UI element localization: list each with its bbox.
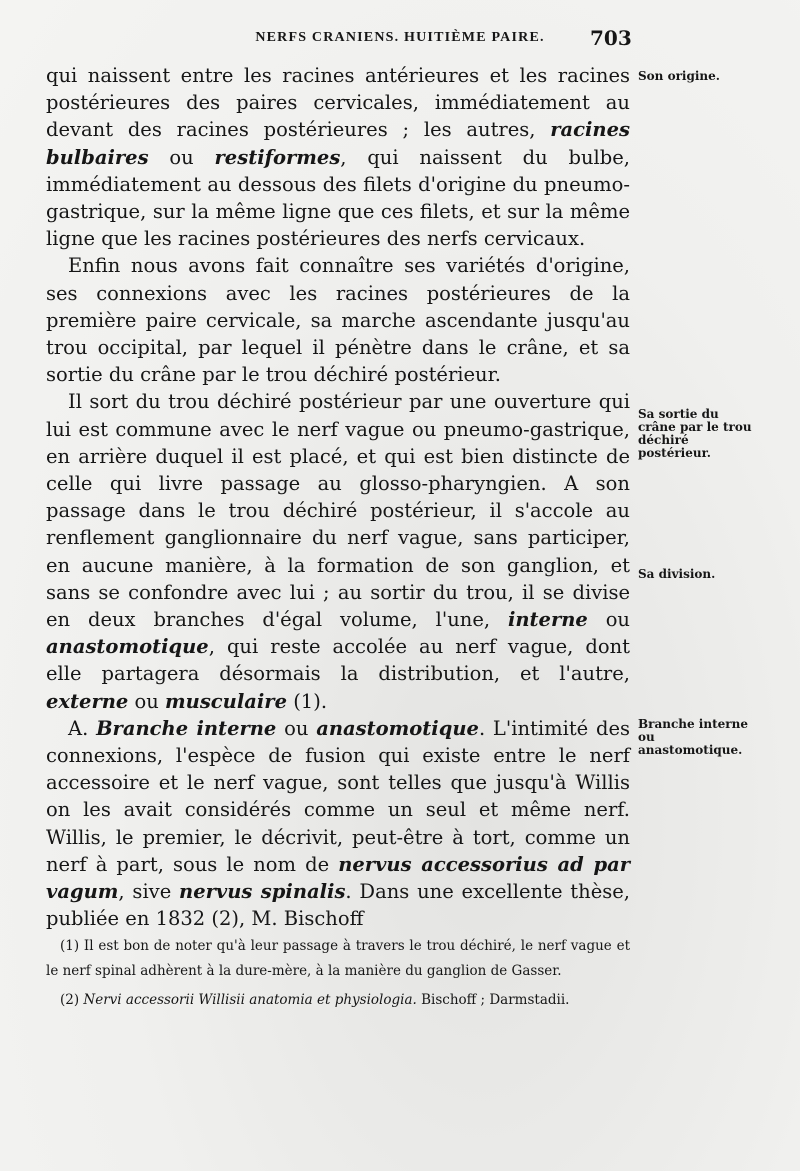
text-run: ou bbox=[128, 689, 166, 713]
italic-term: Branche interne bbox=[96, 716, 277, 740]
italic-term: externe bbox=[46, 689, 129, 713]
text-run: , qui naissent du bulbe, immédiatement au dessous des filets d'origine du pneumo-gastrique, sur la même ligne que ces filets, et sur la même ligne que les racines postérieures des nerfs cervicaux. bbox=[46, 145, 630, 251]
margin-note-origin: Son origine. bbox=[638, 69, 720, 83]
margin-note-internal-branch: Branche interne ou anastomotique. bbox=[638, 717, 748, 757]
margin-note-division: Sa division. bbox=[638, 567, 716, 581]
italic-term: anastomotique bbox=[46, 635, 209, 659]
text-run: , sive bbox=[118, 880, 180, 904]
text-run: Bischoff ; Darmstadii. bbox=[416, 992, 570, 1008]
margin-note-exit: Sa sortie du crâne par le trou déchiré postérieur. bbox=[638, 407, 752, 460]
text-run: Il sort du trou déchiré postérieur par une ouverture qui lui est commune avec le nerf vague ou pneumo-gastrique, en arrière duquel il est placé, et qui est bien distincte de celle qui livre passage au glosso-pharyngien. A son passage dans le trou déchiré postérieur, il s'accole au renflement ganglionnaire du nerf vague, sans participer, en aucune manière, à la formation de son ganglion, et sans se confondre avec lui ; au sortir du trou, il se divise en deux branches d'égal volume, l'une, bbox=[46, 390, 630, 632]
text-run: ou bbox=[148, 145, 215, 169]
text-run: A. bbox=[68, 716, 97, 740]
paragraph-4 bbox=[46, 715, 630, 933]
paragraph-3 bbox=[46, 388, 630, 714]
footnote-2 bbox=[46, 988, 630, 1013]
text-run: . L'intimité des connexions, l'espèce de fusion qui existe entre le nerf accessoire et le nerf vague, sont telles que jusqu'à Willis on les avait considérés comme un seul et même nerf. Willis, le premier, le décrivit, peut-être à tort, comme un nerf à part, sous le nom de bbox=[46, 716, 631, 876]
text-run: qui naissent entre les racines antérieures et les racines postérieures des paires cervicales, immédiatement au devant des racines postérieures ; les autres, bbox=[46, 64, 630, 142]
italic-term: nervus spinalis bbox=[179, 880, 346, 904]
italic-term: racines bulbaires bbox=[46, 118, 630, 169]
footnote-1: (1) Il est bon de noter qu'à leur passage à travers le trou déchiré, le nerf vague et le nerf spinal adhèrent à la dure-mère, à la manière du ganglion de Gasser. bbox=[46, 938, 630, 979]
text-run: (1). bbox=[287, 689, 328, 713]
text-run: ou bbox=[276, 716, 317, 740]
running-head: NERFS CRANIENS. HUITIÈME PAIRE. bbox=[255, 30, 545, 45]
paragraph-2: Enfin nous avons fait connaître ses variétés d'origine, ses connexions avec les racines postérieures de la première paire cervicale, sa marche ascendante jusqu'au trou occipital, par lequel il pénètre dans le crâne, et sa sortie du crâne par le trou déchiré postérieur. bbox=[46, 254, 630, 387]
italic-term: restiformes bbox=[214, 145, 341, 169]
paragraph-1 bbox=[46, 62, 630, 252]
text-run: , qui reste accolée au nerf vague, dont elle partagera désormais la distribution, et l'autre, bbox=[46, 635, 630, 686]
italic-term: musculaire bbox=[165, 689, 287, 713]
italic-title: Nervi accessorii Willisii anatomia et physiologia. bbox=[83, 992, 417, 1008]
italic-term: nervus accessorius ad par vagum bbox=[46, 852, 630, 904]
page-number: 703 bbox=[590, 26, 632, 50]
text-run: ou bbox=[587, 608, 630, 632]
italic-term: interne bbox=[507, 608, 588, 632]
italic-term: anastomotique bbox=[316, 716, 479, 740]
text-run: (2) bbox=[60, 992, 84, 1008]
main-text bbox=[46, 62, 630, 933]
footnotes bbox=[46, 934, 630, 1013]
text-run: . Dans une excellente thèse, publiée en 1832 (2), M. Bischoff bbox=[46, 880, 630, 931]
